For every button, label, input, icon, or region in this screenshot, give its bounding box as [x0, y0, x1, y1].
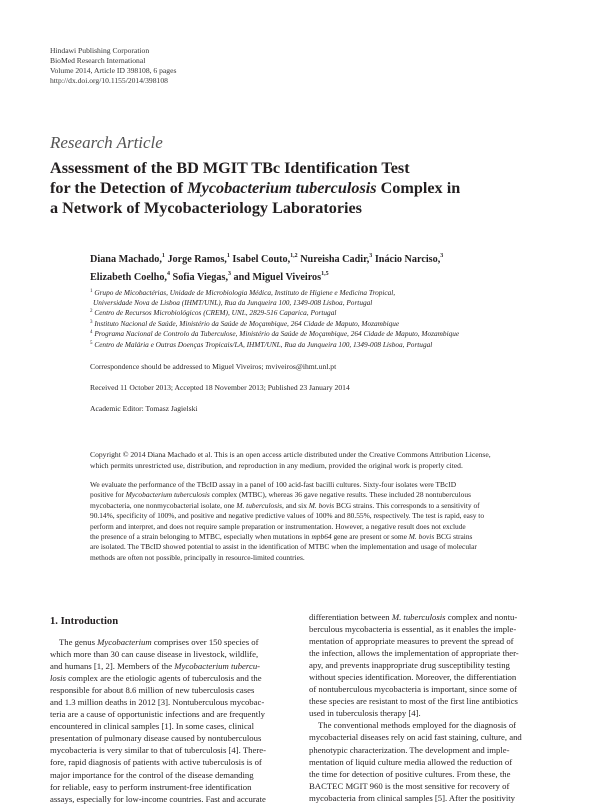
body-species: losis [50, 673, 66, 684]
affiliation-number: 1 [90, 289, 93, 294]
author-list [90, 249, 570, 285]
author-name: Inácio Narciso, [372, 254, 441, 265]
body-text: and humans [1, 2]. Members of the [50, 661, 175, 672]
body-line: assays, especially for low-income countries. Fast and accurate [50, 793, 266, 804]
affiliation-number: 3 [90, 319, 93, 325]
body-line: fore, rapid diagnosis of patients with active tuberculosis is of [50, 757, 262, 768]
body-column-right [309, 611, 553, 804]
abstract-species: Mycobacterium tuberculosis [125, 490, 210, 500]
affiliation-item [90, 287, 580, 298]
affiliation-text: Centro de Recursos Microbiológicos (CREM), UNL, 2829-516 Caparica, Portugal [92, 308, 337, 318]
abstract-text: BCG strains [434, 532, 473, 542]
body-species: Mycobacterium [97, 637, 152, 647]
author-name: Sofia Viegas, [169, 272, 228, 283]
abstract-species: M. bovis [408, 532, 435, 542]
body-line [50, 660, 293, 672]
body-line: mycobacteria is very similar to that of tuberculosis [4]. There- [50, 745, 266, 756]
author-name: Elizabeth Coelho, [90, 272, 167, 283]
abstract-text: BCG strains. This corresponds to a sensitivity of [334, 500, 480, 510]
body-line: and 1.3 million deaths in 2012 [3]. Nontuberculous mycobac- [50, 697, 265, 708]
author-name: Nureisha Cadir, [297, 254, 370, 265]
body-line: mentation of appropriate measures to prevent the spread of [309, 636, 514, 647]
abstract [90, 480, 570, 563]
affiliation-item [90, 318, 580, 329]
journal-header [50, 46, 176, 86]
body-line [50, 672, 293, 684]
body-line: apy, and prevents inappropriate drug susceptibility testing [309, 660, 510, 671]
body-line: these species are resistant to most of the first line antibiotics [309, 696, 518, 707]
abstract-line: methods are often not possible, principally in resource-limited countries. [90, 552, 305, 562]
affiliation-text: Programa Nacional de Controlo da Tuberculose, Ministério da Saúde de Moçambique, 264 Cidade de Maputo, Mozambique [92, 329, 460, 339]
abstract-species: M. tuberculosis [236, 500, 283, 510]
abstract-species: M. bovis [308, 500, 335, 510]
body-line: berculous mycobacteria is essential, as it enables the imple- [309, 624, 517, 635]
affiliation-number: 2 [90, 309, 93, 315]
doi-link[interactable]: http://dx.doi.org/10.1155/2014/398108 [50, 76, 168, 85]
author-affil-marker: 3 [440, 253, 444, 259]
author-line-1 [90, 249, 570, 267]
body-line: which more than 30 can cause disease in livestock, wildlife, [50, 649, 259, 660]
body-line: mycobacterial diseases rely on acid fast staining, culture, and [309, 732, 522, 743]
affiliation-text: Centro de Malária e Outras Doenças Tropicais/LA, IHMT/UNL, Rua da Junqueira 100, 1349-008 Lisboa, Portugal [92, 339, 433, 349]
body-line: encountered in clinical samples [1]. In some cases, clinical [50, 721, 255, 732]
abstract-text: mycobacteria, one nonmycobacterial isolate, one [90, 500, 237, 510]
publisher-line: Hindawi Publishing Corporation [50, 46, 150, 55]
affiliation-text: Grupo de Micobactérias, Unidade de Microbiologia Médica, Instituto de Higiene e Medicina Tropical, [92, 288, 396, 297]
body-line: mycobacteria from clinical samples [5]. After the positivity [309, 792, 516, 803]
body-line: used in tuberculosis therapy [4]. [309, 708, 421, 719]
abstract-line: 90.14%, specificity of 100%, and positive and negative predictive values of 100% and 80.55%, respectively. The test is rapid, easy to [90, 511, 485, 521]
body-species: M. tuberculosis [391, 612, 446, 622]
journal-name: BioMed Research International [50, 56, 146, 65]
section-heading: 1. Introduction [50, 616, 119, 627]
title-line-3: a Network of Mycobacteriology Laboratories [50, 199, 362, 217]
body-text: The genus [59, 637, 98, 647]
affiliation-item [90, 339, 580, 350]
author-affil-marker: 1 [161, 253, 165, 259]
body-line [309, 611, 553, 623]
body-line: The conventional methods employed for the diagnosis of [318, 720, 517, 731]
author-affil-marker: 3 [369, 253, 373, 259]
title-text: Complex in [376, 179, 461, 197]
body-line: of nontuberculous mycobacteria is important, since some of [309, 684, 517, 695]
author-affil-marker: 1 [226, 253, 230, 259]
body-line: for reliable, easy to perform instrument-free identification [50, 781, 252, 792]
copyright-notice [90, 449, 570, 471]
affiliation-number: 4 [90, 330, 93, 336]
author-name: Jorge Ramos, [164, 254, 227, 265]
body-line: mentation of liquid culture media allowed the reduction of [309, 756, 513, 767]
affiliations [90, 287, 580, 350]
abstract-text: , and six [282, 500, 309, 510]
abstract-text: the presence of a strain belonging to MTBC, especially when mutations in [90, 532, 312, 542]
author-name: Diana Machado, [90, 254, 162, 265]
abstract-line: perform and interpret, and does not require sample preparation or instrumentation. However, a negative result does not exclude [90, 521, 466, 531]
abstract-text: positive for [90, 490, 126, 500]
abstract-line [90, 501, 570, 511]
volume-info: Volume 2014, Article ID 398108, 6 pages [50, 66, 177, 75]
abstract-line: We evaluate the performance of the TBcID assay in a panel of 100 acid-fast bacilli cultures. Sixty-four isolates were TBcID [90, 480, 457, 489]
title-species: Mycobacterium tuberculosis [187, 179, 377, 197]
affiliation-number: 5 [90, 340, 93, 346]
author-name: and Miguel Viveiros [231, 272, 322, 283]
copyright-line: Copyright © 2014 Diana Machado et al. This is an open access article distributed under the Creative Commons Attribution License, [90, 450, 491, 459]
title-line-2 [50, 178, 570, 198]
abstract-line [90, 490, 570, 500]
paper-title [50, 158, 570, 218]
body-line: phenotypic characterization. The development and imple- [309, 744, 510, 755]
body-text: complex are the etiologic agents of tuberculosis and the [65, 673, 262, 684]
copyright-line: which permits unrestricted use, distribution, and reproduction in any medium, provided the original work is properly cited. [90, 461, 463, 470]
article-type: Research Article [50, 133, 163, 152]
body-text: differentiation between [309, 612, 392, 622]
title-line-1: Assessment of the BD MGIT TBc Identification Test [50, 159, 410, 177]
abstract-line [90, 532, 570, 542]
body-line: responsible for about 8.6 million of new tuberculosis cases [50, 685, 255, 696]
affiliation-item [90, 307, 580, 318]
body-line: major importance for the control of the disease demanding [50, 769, 254, 780]
body-line: the infection, allows the implementation of appropriate ther- [309, 648, 519, 659]
body-species: Mycobacterium tubercu- [174, 661, 261, 672]
publication-dates: Received 11 October 2013; Accepted 18 November 2013; Published 23 January 2014 [90, 383, 350, 392]
correspondence-note: Correspondence should be addressed to Miguel Viveiros; mviveiros@ihmt.unl.pt [90, 362, 337, 371]
abstract-line: are isolated. The TBcID showed potential to assist in the identification of MTBC when the implementation and usage of molecular [90, 542, 477, 552]
academic-editor: Academic Editor: Tomasz Jagielski [90, 404, 198, 413]
body-text: comprises over 150 species of [151, 637, 259, 647]
author-affil-marker: 3 [228, 271, 231, 277]
body-line [50, 636, 293, 648]
body-line: BACTEC MGIT 960 is the most sensitive for recovery of [309, 780, 510, 791]
affiliation-text: Instituto Nacional de Saúde, Ministério da Saúde de Moçambique, 264 Cidade de Maputo, Mozambique [92, 318, 400, 328]
affiliation-text: Universidade Nova de Lisboa (IHMT/UNL), Rua da Junqueira 100, 1349-008 Lisboa, Portugal [93, 297, 373, 307]
affiliation-item [90, 328, 580, 339]
abstract-text: gene are present or some [331, 532, 409, 542]
title-text: for the Detection of [50, 179, 188, 197]
author-line-2 [90, 267, 570, 285]
author-affil-marker: 1,2 [290, 253, 298, 259]
body-line: presentation of pulmonary disease caused by nontuberculous [50, 733, 262, 744]
body-text: complex and nontu- [445, 612, 518, 622]
body-line: teria are a cause of opportunistic infections and are frequently [50, 709, 265, 720]
abstract-text: complex (MTBC), whereas 36 gave negative results. These included 28 nontuberculous [209, 490, 471, 500]
body-line: without species identification. Moreover, the differentiation [309, 672, 517, 683]
author-affil-marker: 4 [166, 271, 170, 277]
body-line: the time for detection of positive cultures. From these, the [309, 768, 511, 779]
abstract-gene: mpb64 [311, 532, 332, 542]
body-column-left [50, 636, 293, 805]
author-name: Isabel Couto, [229, 254, 291, 265]
author-affil-marker: 1,5 [321, 271, 329, 277]
affiliation-item [90, 298, 580, 308]
